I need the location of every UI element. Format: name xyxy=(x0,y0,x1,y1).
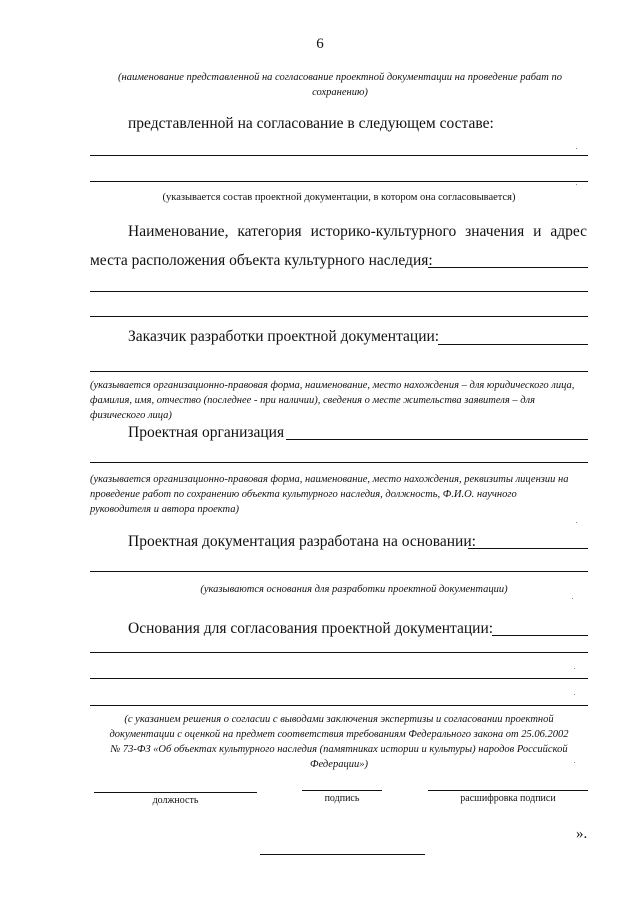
object-heading-line-2: места расположения объекта культурного наследия: xyxy=(90,252,433,269)
approval-grounds-heading: Основания для согласования проектной документации: xyxy=(128,620,494,637)
approval-grounds-fill-line-3[interactable] xyxy=(90,705,588,706)
scan-speck xyxy=(576,184,577,185)
top-note xyxy=(100,70,580,100)
scan-speck xyxy=(576,522,577,523)
customer-note xyxy=(90,378,588,423)
decoding-line[interactable] xyxy=(428,790,588,791)
object-word: и xyxy=(533,223,542,240)
object-inline-fill[interactable] xyxy=(428,267,588,268)
page-number: 6 xyxy=(316,36,324,52)
object-word: категория xyxy=(237,223,302,240)
object-fill-line-1[interactable] xyxy=(90,291,588,292)
object-heading-line-1 xyxy=(128,223,587,241)
design-org-note xyxy=(90,472,588,517)
top-note-line-2: сохранению) xyxy=(312,87,368,98)
decoding-label: расшифровка подписи xyxy=(460,793,556,804)
design-org-note-line: проведение работ по сохранению объекта культурного наследия, должность, Ф.И.О. научного xyxy=(90,489,517,500)
signature-line[interactable] xyxy=(302,790,382,791)
design-org-inline-fill[interactable] xyxy=(286,439,588,440)
approval-grounds-inline-fill[interactable] xyxy=(492,635,588,636)
approval-grounds-note-line: № 73-ФЗ «Об объектах культурного наследия (памятниках истории и культуры) народов Российской xyxy=(110,744,568,755)
object-word: значения xyxy=(465,223,525,240)
composition-note: (указывается состав проектной документации, в котором она согласовывается) xyxy=(162,192,516,203)
basis-fill-line[interactable] xyxy=(90,571,588,572)
customer-heading: Заказчик разработки проектной документации: xyxy=(128,328,440,345)
approval-grounds-note-line: (с указанием решения о согласии с выводами заключения экспертизы и согласовании проектной xyxy=(124,714,554,725)
basis-note: (указываются основания для разработки проектной документации) xyxy=(200,584,508,595)
customer-inline-fill[interactable] xyxy=(438,344,588,345)
approval-grounds-note-line: документации с оценкой на предмет соответствия требованиям Федерального закона от 25.06.2002 xyxy=(109,729,569,740)
design-org-note-line: руководителя и автора проекта) xyxy=(90,504,239,515)
scan-speck xyxy=(574,668,575,669)
design-org-heading: Проектная организация xyxy=(128,424,285,441)
object-fill-line-2[interactable] xyxy=(90,316,588,317)
approval-grounds-fill-line-2[interactable] xyxy=(90,678,588,679)
customer-note-line: фамилия, имя, отчество (последнее - при наличии), сведения о месте жительства заявителя – для xyxy=(90,395,536,406)
signature-label: подпись xyxy=(324,793,360,804)
position-label: должность xyxy=(152,795,199,806)
composition-heading: представленной на согласование в следующем составе: xyxy=(128,115,494,132)
position-line[interactable] xyxy=(94,792,257,793)
bottom-fill-line[interactable] xyxy=(260,854,425,855)
basis-heading: Проектная документация разработана на основании: xyxy=(128,533,476,550)
customer-note-line: (указывается организационно-правовая форма, наименование, место нахождения – для юридического лица, xyxy=(90,380,575,391)
approval-grounds-fill-line-1[interactable] xyxy=(90,652,588,653)
closing-quote-mark: ». xyxy=(576,826,588,842)
composition-fill-line-2[interactable] xyxy=(90,181,588,182)
scan-speck xyxy=(574,694,575,695)
design-org-note-line: (указывается организационно-правовая форма, наименование, место нахождения, реквизиты лицензии на xyxy=(90,474,569,485)
object-word: Наименование, xyxy=(128,223,229,240)
customer-fill-line[interactable] xyxy=(90,371,588,372)
scan-speck xyxy=(576,148,577,149)
scan-speck xyxy=(574,762,575,763)
customer-note-line: физического лица) xyxy=(90,410,172,421)
approval-grounds-note xyxy=(90,712,588,772)
object-word: историко-культурного xyxy=(310,223,457,240)
scan-speck xyxy=(572,598,573,599)
composition-fill-line-1[interactable] xyxy=(90,155,588,156)
object-word: адрес xyxy=(550,223,587,240)
approval-grounds-note-line: Федерации») xyxy=(310,759,368,770)
top-note-line-1: (наименование представленной на согласование проектной документации на проведение рабат по xyxy=(118,72,562,83)
design-org-fill-line[interactable] xyxy=(90,462,588,463)
basis-inline-fill[interactable] xyxy=(468,548,588,549)
